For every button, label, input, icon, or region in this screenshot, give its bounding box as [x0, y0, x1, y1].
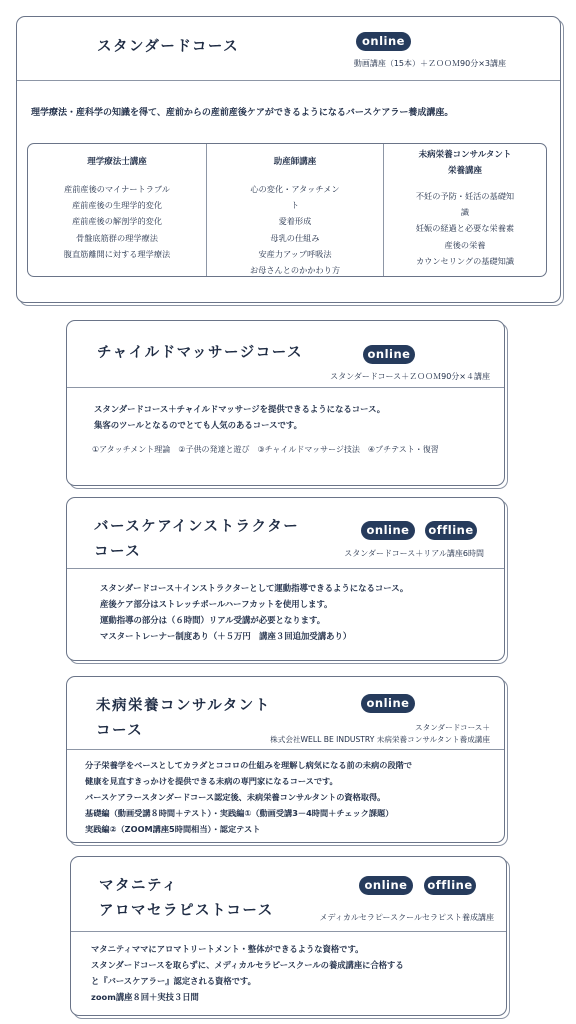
list-item: 母乳の仕組み — [270, 232, 320, 243]
midwife-column — [207, 144, 383, 276]
description-line: スタンダードコース＋チャイルドマッサージを提供できるようになるコース。 — [94, 404, 386, 414]
nutrition-consultant-course-detail — [270, 722, 490, 746]
description-line: 実践編②（ZOOM講座5時間相当）・認定テスト — [85, 824, 261, 834]
offline-badge: offline — [424, 876, 476, 895]
standard-course-detail: 動画講座（15本）＋ＺＯＯＭ90分×3講座 — [353, 59, 506, 68]
column-title: 未病栄養コンサルタント — [418, 150, 512, 160]
nutrition-consultant-course-card — [66, 676, 505, 843]
description-line: 運動指導の部分は（６時間）リアル受講が必要となります。 — [100, 615, 326, 625]
list-item: お母さんとのかかわり方 — [249, 265, 341, 276]
list-item: 産前産後の解剖学的変化 — [71, 216, 163, 227]
maternity-aroma-description — [91, 941, 404, 1005]
list-item: 識 — [460, 207, 470, 218]
child-massage-course-detail: スタンダードコース＋ＺＯＯＭ90分×４講座 — [330, 372, 490, 381]
online-badge: online — [356, 32, 411, 51]
column-title: 理学療法士講座 — [87, 157, 147, 167]
list-item: 骨盤底筋群の理学療法 — [76, 232, 158, 243]
description-line: バースケアラースタンダードコース認定後、未病栄養コンサルタントの資格取得。 — [85, 792, 386, 802]
online-badge: online — [363, 345, 415, 364]
divider — [71, 931, 506, 932]
list-item: ト — [290, 200, 300, 211]
divider — [67, 749, 504, 750]
list-item: カウンセリングの基礎知識 — [415, 255, 515, 266]
description-line: マスタートレーナー制度あり（＋５万円 講座３回追加受講あり） — [100, 631, 352, 641]
birthcare-instructor-description — [100, 580, 408, 644]
title-line: バースケアインストラクター — [94, 519, 300, 535]
offline-badge: offline — [425, 521, 477, 540]
list-item: 安産力アップ呼吸法 — [258, 248, 332, 259]
divider — [17, 80, 560, 81]
title-line: コース — [96, 723, 144, 739]
birthcare-instructor-course-title — [94, 515, 299, 565]
list-item: 産前産後のマイナートラブル — [64, 184, 170, 194]
column-title: 栄養講座 — [447, 166, 482, 176]
child-massage-course-title: チャイルドマッサージコース — [97, 345, 303, 361]
birthcare-instructor-course-detail: スタンダードコース＋リアル講座6時間 — [344, 549, 484, 558]
standard-course-title: スタンダードコース — [97, 39, 240, 55]
description-line: 分子栄養学をベースとしてカラダとココロの仕組みを理解し病気になる前の未病の段階で — [85, 760, 413, 770]
description-line: 集客のツールとなるのでとても人気のあるコースです。 — [94, 420, 302, 430]
description-line: スタンダードコースを取らずに、メディカルセラピースクールの養成講座に合格する — [91, 960, 404, 970]
description-line: 産後ケア部分はストレッチポールハーフカットを使用します。 — [100, 599, 333, 609]
list-item: 腹直筋離開に対する理学療法 — [63, 248, 171, 259]
standard-course-intro: 理学療法・産科学の知識を得て、産前からの産前産後ケアができるようになるバースケアラー養成講座。 — [31, 108, 454, 118]
description-line: スタンダードコース＋インストラクターとして運動指導できるようになるコース。 — [100, 583, 409, 593]
list-item: 妊娠の経過と必要な栄養素 — [415, 223, 515, 234]
physio-column — [28, 144, 206, 276]
description-line: zoom講座８回＋実技３日間 — [91, 992, 199, 1002]
title-line: マタニティ — [99, 878, 178, 894]
standard-course-card — [16, 16, 561, 303]
online-badge: online — [359, 876, 413, 895]
description-line: 基礎編（動画受講８時間＋テスト）・実践編①（動画受講3－4時間＋チェック課題） — [85, 808, 394, 818]
child-massage-course-card — [66, 320, 505, 486]
title-line: 未病栄養コンサルタント — [96, 698, 271, 714]
list-item: 愛着形成 — [278, 216, 312, 227]
online-badge: online — [361, 694, 415, 713]
nutrition-consultant-description — [85, 757, 412, 837]
detail-line: 株式会社WELL BE INDUSTRY 未病栄養コンサルタント養成講座 — [270, 735, 490, 744]
title-line: コース — [94, 544, 142, 560]
birthcare-instructor-course-card — [66, 497, 505, 661]
maternity-aroma-course-title — [99, 874, 274, 924]
detail-line: スタンダードコース＋ — [415, 723, 490, 732]
description-line: マタニティママにアロマトリートメント・整体ができるような資格です。 — [91, 944, 364, 954]
maternity-aroma-course-card — [70, 856, 507, 1016]
divider — [67, 387, 504, 388]
lecture-table — [27, 143, 547, 277]
child-massage-curriculum: ①アタッチメント理論 ②子供の発達と遊び ③チャイルドマッサージ技法 ④プチテスト・復習 — [92, 445, 439, 454]
nutrition-consultant-course-title — [96, 694, 271, 744]
list-item: 産後の栄養 — [444, 239, 486, 250]
list-item: 不妊の予防・妊活の基礎知 — [415, 191, 515, 201]
list-item: 産前産後の生理学的変化 — [71, 200, 163, 211]
description-line: と『バースケアラー』認定される資格です。 — [91, 976, 256, 986]
nutrition-column — [384, 144, 546, 276]
child-massage-description — [94, 401, 385, 433]
list-item: 心の変化・アタッチメン — [250, 184, 340, 194]
online-badge: online — [361, 521, 415, 540]
description-line: 健康を見直すきっかけを提供できる未病の専門家になるコースです。 — [85, 776, 338, 786]
maternity-aroma-course-detail: メディカルセラピースクールセラピスト養成講座 — [319, 913, 494, 922]
column-title: 助産師講座 — [273, 157, 317, 167]
title-line: アロマセラピストコース — [99, 903, 274, 919]
divider — [67, 568, 504, 569]
